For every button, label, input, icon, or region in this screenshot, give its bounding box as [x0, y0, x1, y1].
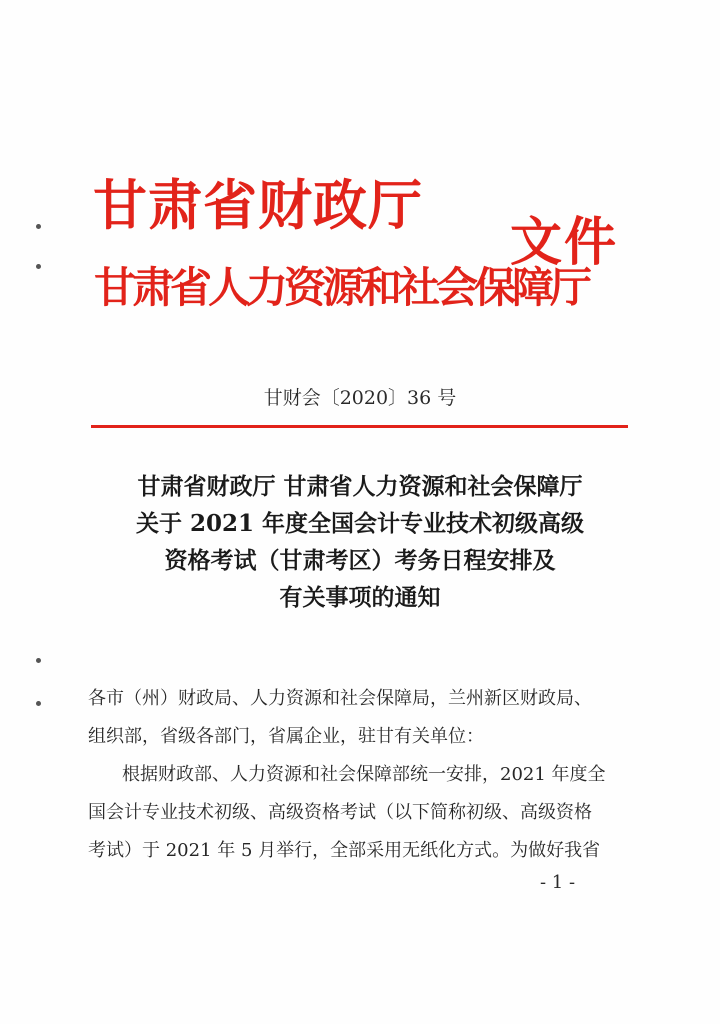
notice-title	[40, 468, 680, 616]
addressee-line: 组织部，省级各部门，省属企业，驻甘有关单位：	[88, 726, 484, 747]
binding-hole-mark	[36, 701, 41, 706]
paragraph-line: 考试）于 2021 年 5 月举行，全部采用无纸化方式。为做好我省	[88, 840, 601, 861]
document-number: 甘财会〔2020〕36 号	[263, 387, 457, 409]
red-separator-line	[91, 425, 628, 428]
title-line: 资格考试（甘肃考区）考务日程安排及	[164, 547, 556, 574]
issuer-name-hrss: 甘肃省人力资源和社会保障厅	[94, 263, 589, 312]
paragraph-line: 根据财政部、人力资源和社会保障部统一安排，2021 年度全	[122, 764, 606, 785]
title-line: 有关事项的通知	[279, 584, 441, 611]
binding-hole-mark	[36, 264, 41, 269]
issuer-name-finance: 甘肃省财政厅	[93, 173, 423, 237]
addressee-line: 各市（州）财政局、人力资源和社会保障局，兰州新区财政局、	[88, 688, 592, 709]
title-line: 甘肃省财政厅 甘肃省人力资源和社会保障厅	[137, 473, 583, 500]
binding-hole-mark	[36, 658, 41, 663]
paragraph-line: 国会计专业技术初级、高级资格考试（以下简称初级、高级资格	[88, 802, 592, 823]
page-number: - 1 -	[540, 872, 576, 893]
notice-body	[88, 680, 636, 870]
binding-hole-mark	[36, 224, 41, 229]
title-line: 关于 2021 年度全国会计专业技术初级高级	[135, 510, 585, 537]
document-mark: 文件	[510, 212, 619, 273]
